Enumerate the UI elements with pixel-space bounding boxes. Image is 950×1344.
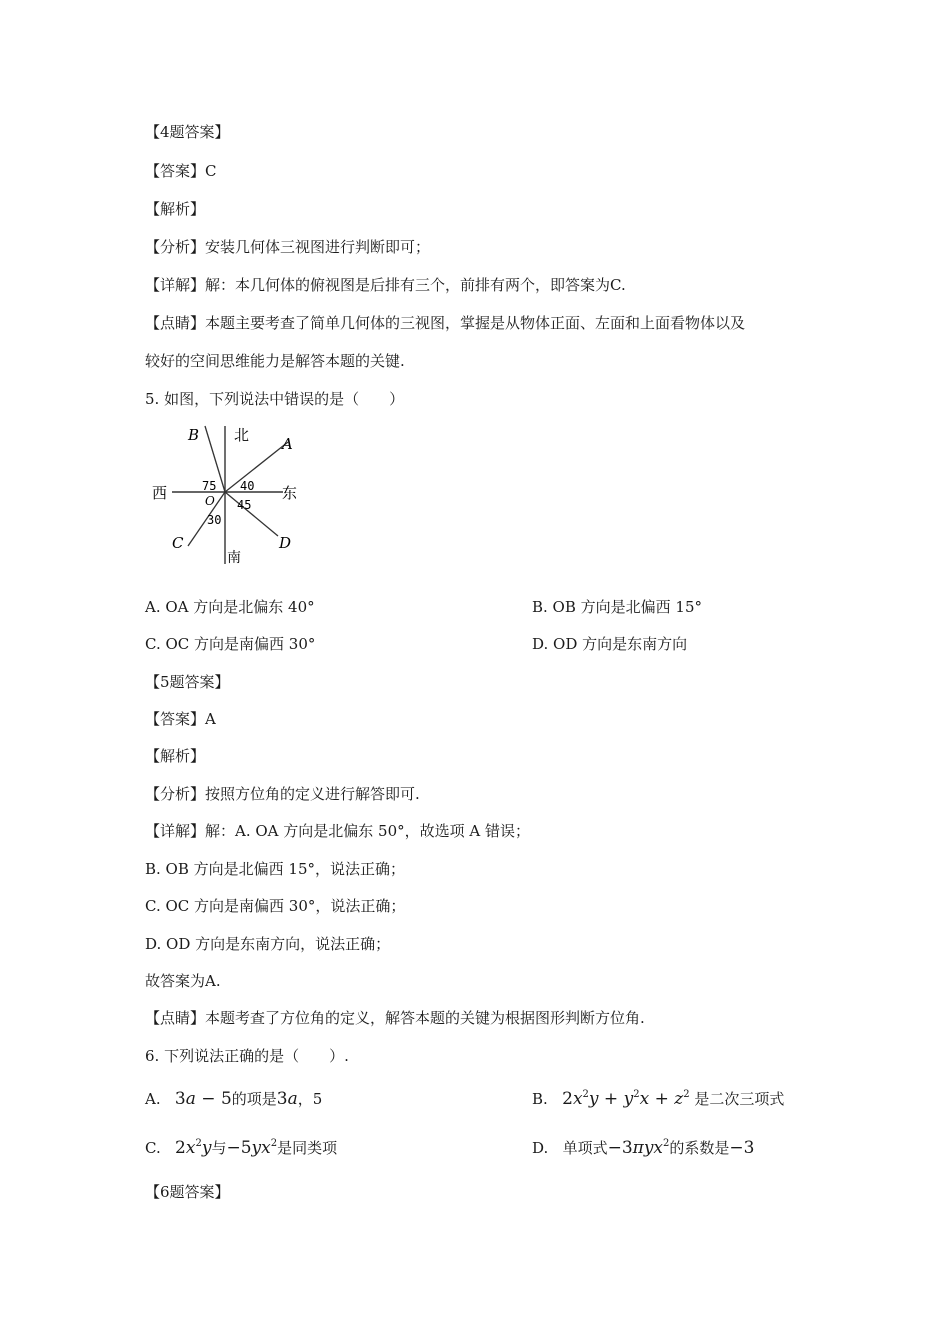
q5-fenxi: 【分析】按照方位角的定义进行解答即可. bbox=[145, 785, 420, 803]
label-west: 西 bbox=[152, 484, 168, 502]
q6-option-a-expr: 3a − 5 bbox=[174, 1089, 232, 1109]
q6-option-d-coef: −3 bbox=[729, 1138, 755, 1158]
q4-answer: 【答案】C bbox=[145, 162, 217, 180]
label-south: 南 bbox=[227, 550, 241, 566]
q6-option-c-expr2: $-5yx^2$ bbox=[226, 1138, 278, 1158]
q5-detail-1: 【详解】解：A. OA 方向是北偏东 50°，故选项 A 错误； bbox=[145, 822, 530, 840]
q6-option-c-label: C. bbox=[145, 1139, 161, 1157]
q6-option-a-text2: ，5 bbox=[297, 1090, 323, 1108]
q5-direction-figure bbox=[148, 424, 308, 566]
label-angle-75: 75 bbox=[202, 479, 217, 493]
label-o: O bbox=[205, 494, 215, 508]
label-d: D bbox=[279, 534, 292, 552]
q6-option-d-label: D. bbox=[532, 1139, 549, 1157]
q4-answer-title: 【4题答案】 bbox=[145, 123, 230, 141]
q6-option-c-text: 是同类项 bbox=[277, 1139, 338, 1157]
label-b: B bbox=[188, 426, 200, 444]
q5-option-c[interactable]: C. OC 方向是南偏西 30° bbox=[145, 635, 316, 653]
label-c: C bbox=[172, 534, 184, 552]
q6-option-b-text: 是二次三项式 bbox=[694, 1090, 785, 1108]
q5-analysis-heading: 【解析】 bbox=[145, 747, 206, 765]
q6-option-c-expr1: $2x^2y$ bbox=[175, 1138, 212, 1158]
q6-stem: 6. 下列说法正确的是（ ）. bbox=[145, 1047, 349, 1065]
q5-stem: 5. 如图，下列说法中错误的是（ ） bbox=[145, 390, 405, 408]
q5-answer-title: 【5题答案】 bbox=[145, 673, 230, 691]
q5-detail-3: C. OC 方向是南偏西 30°，说法正确； bbox=[145, 897, 406, 915]
label-north: 北 bbox=[234, 426, 250, 444]
q6-option-d[interactable] bbox=[532, 1138, 754, 1158]
q6-option-b-expr: $2x^2y + y^2x + z^2$ bbox=[562, 1089, 690, 1109]
q5-conclusion: 故答案为A. bbox=[145, 972, 221, 990]
q5-answer: 【答案】A bbox=[145, 710, 216, 728]
label-a: A bbox=[282, 435, 293, 453]
label-angle-30: 30 bbox=[207, 513, 222, 527]
label-east: 东 bbox=[282, 484, 298, 502]
label-angle-45: 45 bbox=[237, 498, 252, 512]
q5-option-b[interactable]: B. OB 方向是北偏西 15° bbox=[532, 598, 703, 616]
q6-option-c[interactable] bbox=[145, 1138, 337, 1158]
q5-option-d[interactable]: D. OD 方向是东南方向 bbox=[532, 635, 688, 653]
q6-answer-title: 【6题答案】 bbox=[145, 1183, 230, 1201]
label-angle-40: 40 bbox=[240, 479, 255, 493]
q5-detail-2: B. OB 方向是北偏西 15°，说法正确； bbox=[145, 860, 406, 878]
q4-analysis-heading: 【解析】 bbox=[145, 200, 206, 218]
q6-option-b[interactable] bbox=[532, 1089, 784, 1109]
q4-fenxi: 【分析】安装几何体三视图进行判断即可； bbox=[145, 238, 431, 256]
q6-option-d-pre: 单项式 bbox=[562, 1139, 608, 1157]
q6-option-a-term: 3a bbox=[276, 1089, 298, 1109]
q6-option-b-label: B. bbox=[532, 1090, 548, 1108]
q5-detail-4: D. OD 方向是东南方向，说法正确； bbox=[145, 935, 391, 953]
q6-option-d-mid: 的系数是 bbox=[669, 1139, 730, 1157]
q5-option-a[interactable]: A. OA 方向是北偏东 40° bbox=[145, 598, 315, 616]
ray-oa bbox=[225, 442, 288, 492]
q5-comment: 【点睛】本题考查了方位角的定义，解答本题的关键为根据图形判断方位角. bbox=[145, 1009, 645, 1027]
ray-od bbox=[225, 492, 278, 536]
q6-option-a-label: A. bbox=[145, 1090, 161, 1108]
q6-option-c-mid: 与 bbox=[211, 1139, 227, 1157]
q6-option-a[interactable] bbox=[145, 1089, 322, 1109]
q6-option-d-expr: −3πyx$^2$ bbox=[607, 1138, 670, 1158]
q4-detail: 【详解】解：本几何体的俯视图是后排有三个，前排有两个，即答案为C. bbox=[145, 276, 626, 294]
q4-comment-line-2: 较好的空间思维能力是解答本题的关键. bbox=[145, 352, 405, 370]
q6-option-a-text1: 的项是 bbox=[231, 1090, 277, 1108]
q4-comment-line-1: 【点睛】本题主要考查了简单几何体的三视图，掌握是从物体正面、左面和上面看物体以及 bbox=[145, 314, 746, 332]
